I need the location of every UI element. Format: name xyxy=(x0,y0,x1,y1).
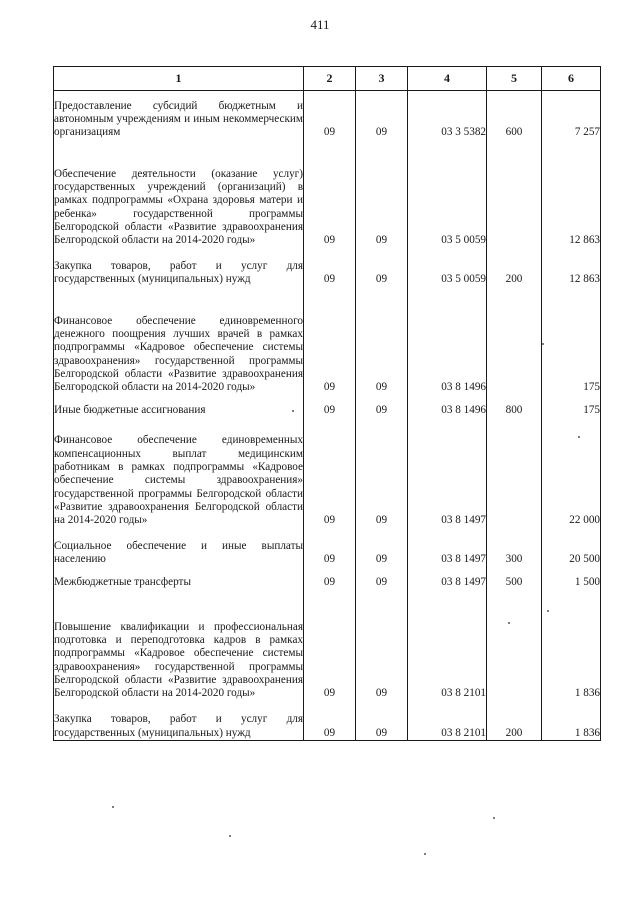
row-section: 09 xyxy=(304,91,356,140)
row-amount: 175 xyxy=(542,395,601,418)
row-section: 09 xyxy=(304,418,356,528)
scan-speck xyxy=(229,835,231,837)
scan-speck xyxy=(292,410,294,412)
row-target-code: 03 8 1496 xyxy=(408,395,487,418)
table-row xyxy=(54,287,601,395)
row-target-code: 03 8 1497 xyxy=(408,528,487,567)
row-section: 09 xyxy=(304,701,356,741)
row-subsection: 09 xyxy=(356,140,408,248)
row-section: 09 xyxy=(304,590,356,701)
header-col-5: 5 xyxy=(487,67,542,91)
table-row xyxy=(54,567,601,590)
row-name: Межбюджетные трансферты xyxy=(54,567,304,590)
row-expense-type: 200 xyxy=(487,701,542,741)
row-amount: 1 500 xyxy=(542,567,601,590)
row-name: Предоставление субсидий бюджетным и автономным учреждениям и иным некоммерческим организациям xyxy=(54,91,304,140)
scan-speck xyxy=(424,853,426,855)
row-name: Социальное обеспечение и иные выплаты населению xyxy=(54,528,304,567)
table-row xyxy=(54,590,601,701)
row-subsection: 09 xyxy=(356,91,408,140)
header-row xyxy=(54,67,601,91)
row-section: 09 xyxy=(304,248,356,287)
table-row xyxy=(54,528,601,567)
row-expense-type xyxy=(487,418,542,528)
row-section: 09 xyxy=(304,140,356,248)
row-target-code: 03 8 1497 xyxy=(408,567,487,590)
row-section: 09 xyxy=(304,567,356,590)
table-row xyxy=(54,418,601,528)
row-subsection: 09 xyxy=(356,418,408,528)
row-subsection: 09 xyxy=(356,590,408,701)
row-subsection: 09 xyxy=(356,395,408,418)
scan-speck xyxy=(493,817,495,819)
row-expense-type: 800 xyxy=(487,395,542,418)
row-expense-type: 500 xyxy=(487,567,542,590)
row-name: Финансовое обеспечение единовременного денежного поощрения лучших врачей в рамках подпрограммы «Кадровое обеспечение системы здравоохранения» государственной программы Белгородской области «Развитие здравоохранения Белгородской области на 2014-2020 годы» xyxy=(54,287,304,395)
page-number: 411 xyxy=(310,17,330,32)
row-amount: 1 836 xyxy=(542,701,601,741)
row-amount: 12 863 xyxy=(542,248,601,287)
row-expense-type xyxy=(487,287,542,395)
row-expense-type: 300 xyxy=(487,528,542,567)
scan-speck xyxy=(508,622,510,624)
row-section: 09 xyxy=(304,528,356,567)
scan-speck xyxy=(578,436,580,438)
row-expense-type: 200 xyxy=(487,248,542,287)
row-subsection: 09 xyxy=(356,701,408,741)
row-section: 09 xyxy=(304,287,356,395)
row-name: Повышение квалификации и профессиональная подготовка и переподготовка кадров в рамках подпрограммы «Кадровое обеспечение системы здравоохранения» государственной программы Белгородской области «Развитие здравоохранения Белгородской области на 2014-2020 годы» xyxy=(54,590,304,701)
row-expense-type xyxy=(487,140,542,248)
header-col-1: 1 xyxy=(54,67,304,91)
scan-speck xyxy=(542,343,544,345)
row-amount: 1 836 xyxy=(542,590,601,701)
row-target-code: 03 5 0059 xyxy=(408,248,487,287)
row-expense-type xyxy=(487,590,542,701)
row-target-code: 03 8 1496 xyxy=(408,287,487,395)
header-col-6: 6 xyxy=(542,67,601,91)
row-expense-type: 600 xyxy=(487,91,542,140)
row-name: Обеспечение деятельности (оказание услуг) государственных учреждений (организаций) в рамках подпрограммы «Охрана здоровья матери и ребенка» государственной программы Белгородской области «Развитие здравоохранения Белгородской области на 2014-2020 годы» xyxy=(54,140,304,248)
header-col-4: 4 xyxy=(408,67,487,91)
row-section: 09 xyxy=(304,395,356,418)
row-amount: 7 257 xyxy=(542,91,601,140)
table-row xyxy=(54,140,601,248)
row-name: Финансовое обеспечение единовременных компенсационных выплат медицинским работникам в рамках подпрограммы «Кадровое обеспечение системы здравоохранения» государственной программы Белгородской области «Развитие здравоохранения Белгородской области на 2014-2020 годы» xyxy=(54,418,304,528)
header-col-2: 2 xyxy=(304,67,356,91)
row-amount: 20 500 xyxy=(542,528,601,567)
row-target-code: 03 8 2101 xyxy=(408,701,487,741)
row-subsection: 09 xyxy=(356,567,408,590)
row-name: Закупка товаров, работ и услуг для государственных (муниципальных) нужд xyxy=(54,701,304,741)
row-target-code: 03 8 1497 xyxy=(408,418,487,528)
table-row xyxy=(54,248,601,287)
row-amount: 175 xyxy=(542,287,601,395)
row-subsection: 09 xyxy=(356,528,408,567)
row-name: Закупка товаров, работ и услуг для государственных (муниципальных) нужд xyxy=(54,248,304,287)
row-amount: 12 863 xyxy=(542,140,601,248)
table-row xyxy=(54,91,601,140)
row-target-code: 03 3 5382 xyxy=(408,91,487,140)
header-col-3: 3 xyxy=(356,67,408,91)
scan-speck xyxy=(547,610,549,612)
table-row xyxy=(54,395,601,418)
row-name: Иные бюджетные ассигнования xyxy=(54,395,304,418)
row-amount: 22 000 xyxy=(542,418,601,528)
row-target-code: 03 5 0059 xyxy=(408,140,487,248)
budget-table xyxy=(53,66,601,741)
scan-speck xyxy=(112,806,114,808)
row-subsection: 09 xyxy=(356,248,408,287)
table-row xyxy=(54,701,601,741)
row-target-code: 03 8 2101 xyxy=(408,590,487,701)
row-subsection: 09 xyxy=(356,287,408,395)
